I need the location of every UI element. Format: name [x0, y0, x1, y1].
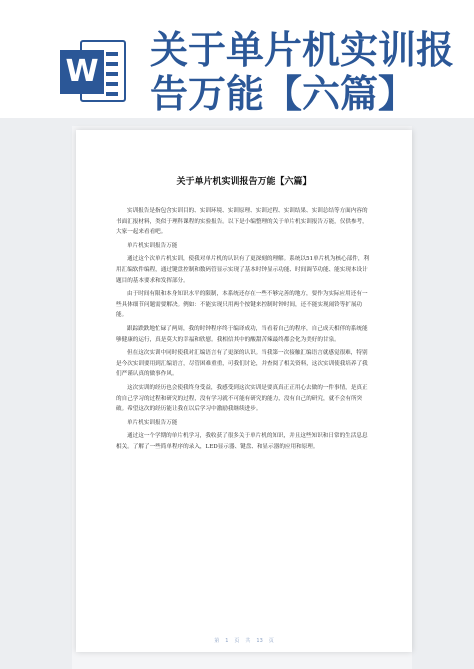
paragraph: 但在这次实训中同时使我对汇编语言有了更深的认识。当我第一次接触汇编语言就感觉很难，特别是今次实训要用到汇编语言，尽管困难重重，可我们讨论，并查阅了相关资料，这次实训使我培养了我们严谨认真的做事作风。 [116, 350, 368, 378]
paragraph: 通过这一个学期的单片机学习，我收获了很多关于单片机的知识，并且这些知识和日常的生活息息相关。了解了一些简单程序的录入，LED显示器、键盘、和显示器的应用和原理。 [116, 433, 368, 450]
paragraph: 通过这个次单片机实训，使我对单片机的认识有了更深刻的理解。系统以51单片机为核心部件，利用汇编软件编程，通过键盘控制和数码管显示实现了基本时钟显示功能、时间调节功能、能实现本设计题目的基本要求和发挥部分。 [116, 256, 370, 284]
section-heading: 单片机实训报告万能 [127, 242, 178, 249]
footer-page-number: 1 [225, 638, 229, 644]
word-badge: W [60, 50, 104, 94]
footer-text: 第 [214, 638, 220, 644]
footer-text: 共 [245, 638, 251, 644]
footer-total-pages: 13 [256, 638, 263, 644]
document-title: 关于单片机实训报告万能【六篇】 [176, 177, 312, 187]
section-heading: 单片机实训报告万能 [127, 419, 178, 426]
banner-title-line2: 告万能【六篇】 [150, 72, 417, 116]
paragraph: 跟踪跌跌地忙碌了两周，我的时钟程序终于编译成功，当看着自己的程序，自己成天相伴的系统能够健康的运行，真是莫大的幸福和欣慰。我相信其中的酸甜苦辣最终都会化为美好的甘泉。 [116, 325, 368, 343]
banner-title-line1: 关于单片机实训报 [150, 28, 455, 72]
document-page [76, 130, 412, 652]
word-icon [58, 38, 128, 108]
paragraph: 实训报告是指包含实训目的、实训环境、实训原理、实训过程、实训结果、实训总结等方面内容的书面汇报材料，类似于理科课程的实验报告。以下是小编整理的关于单片机实训报告万能，仅供参考，大家一起来看看吧。 [116, 208, 368, 236]
footer-text: 页 [234, 638, 240, 644]
page-footer [76, 637, 412, 644]
banner [0, 0, 474, 118]
footer-text: 页 [268, 638, 274, 644]
document-body [116, 206, 372, 455]
paragraph: 由于时间有限和本身知识水平的限制，本系统还存在一些不够完善的地方，要作为实际应用还有一些具体细节问题需要解决。例如：不能实现只用两个按键来控制时钟时间，还不能实现闹铃等扩展功能。 [116, 291, 368, 319]
banner-title [150, 28, 455, 116]
paragraph: 这次实训的经历也会使我终身受益，我感受到这次实训是要真真正正用心去做的一件事情，是真正的自己学习的过程和研究的过程，没有学习就不可能有研究的能力，没有自己的研究，就不会有所突破。希望这次的经历能让我在以后学习中激励我继续进步。 [116, 384, 368, 413]
